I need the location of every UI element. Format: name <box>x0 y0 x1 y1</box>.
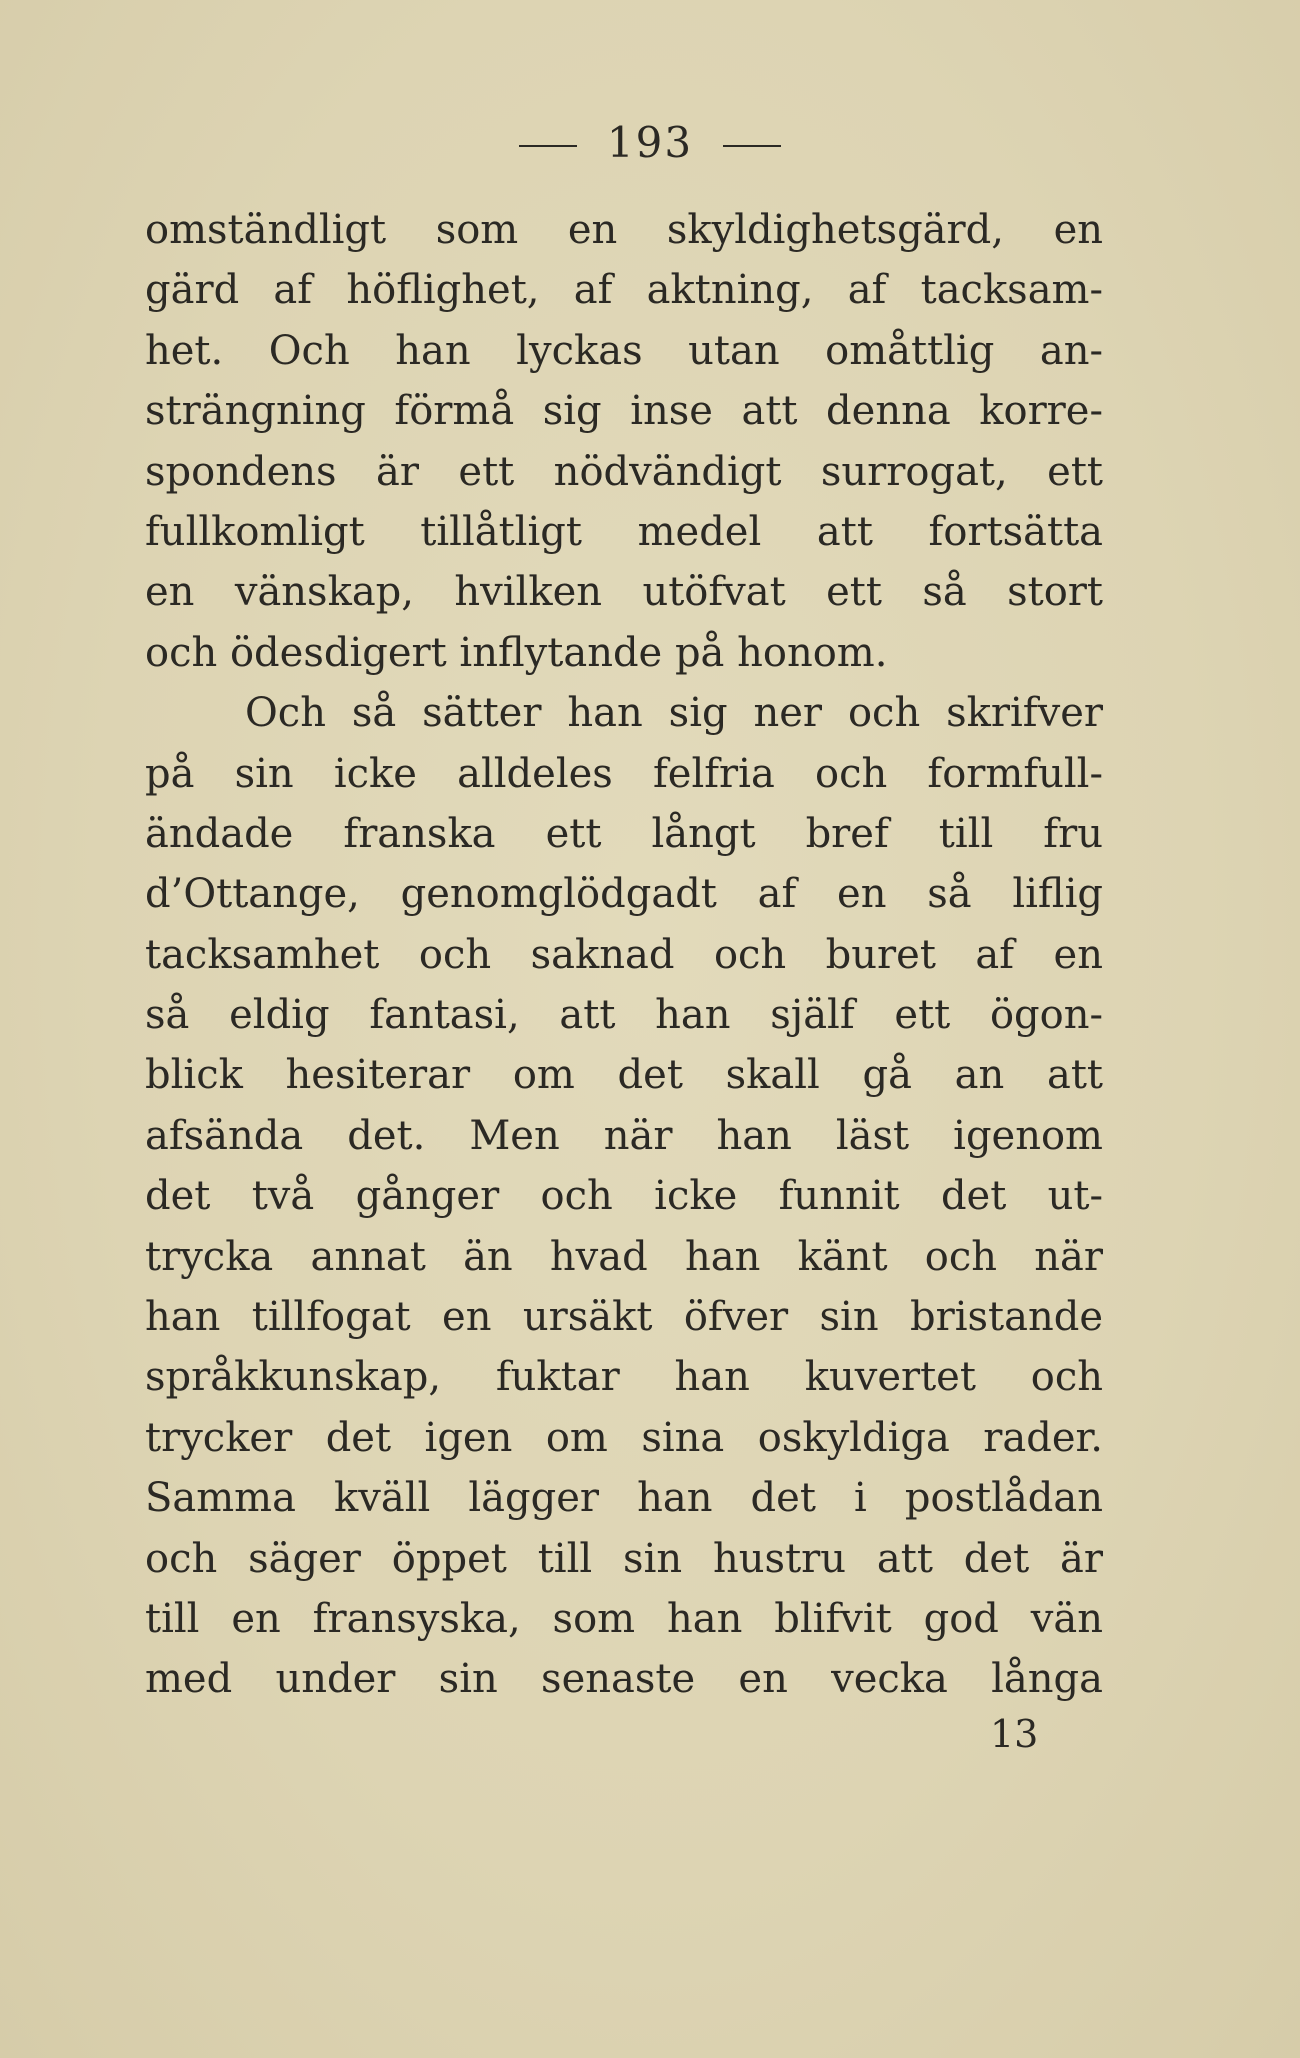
text-line: det två gånger och icke funnit det ut- <box>145 1173 1103 1220</box>
page-header <box>0 118 1300 167</box>
text-line: och säger öppet till sin hustru att det är <box>145 1535 1103 1582</box>
text-line: d’Ottange, genomglödgadt af en så liflig <box>145 871 1103 918</box>
text-line: på sin icke alldeles felfria och formfull- <box>145 750 1103 797</box>
text-line: språkkunskap, fuktar han kuvertet och <box>145 1354 1103 1401</box>
text-line: fullkomligt tillåtligt medel att fortsätta <box>145 508 1103 555</box>
text-line: trycker det igen om sina oskyldiga rader. <box>145 1414 1103 1461</box>
text-line: trycka annat än hvad han känt och när <box>145 1233 1103 1280</box>
text-line: het. Och han lyckas utan omåttlig an- <box>145 327 1103 374</box>
text-line: till en fransyska, som han blifvit god vän <box>145 1595 1103 1642</box>
text-line: och ödesdigert inflytande på honom. <box>145 629 888 676</box>
text-line: omständligt som en skyldighetsgärd, en <box>145 207 1103 253</box>
text-line: blick hesiterar om det skall gå an att <box>145 1052 1103 1099</box>
text-line: spondens är ett nödvändigt surrogat, ett <box>145 448 1103 495</box>
text-line: gärd af höflighet, af aktning, af tacksam- <box>145 267 1103 314</box>
text-line: så eldig fantasi, att han själf ett ögon- <box>145 992 1103 1039</box>
text-line: tacksamhet och saknad och buret af en <box>145 931 1103 978</box>
header-dash-right <box>723 145 781 147</box>
text-line: med under sin senaste en vecka långa <box>145 1656 1103 1703</box>
page-number: 193 <box>606 118 694 167</box>
text-line: strängning förmå sig inse att denna korre- <box>145 388 1103 435</box>
text-line: ändade franska ett långt bref till fru <box>145 810 1103 857</box>
header-dash-left <box>519 145 577 147</box>
text-line: Samma kväll lägger han det i postlådan <box>145 1475 1103 1522</box>
text-line: afsända det. Men när han läst igenom <box>145 1112 1103 1159</box>
body-text <box>145 200 1103 1710</box>
text-line: han tillfogat en ursäkt öfver sin bristande <box>145 1294 1103 1341</box>
signature-mark: 13 <box>990 1712 1039 1756</box>
text-line: Och så sätter han sig ner och skrifver <box>245 690 1103 737</box>
text-line: en vänskap, hvilken utöfvat ett så stort <box>145 569 1103 616</box>
